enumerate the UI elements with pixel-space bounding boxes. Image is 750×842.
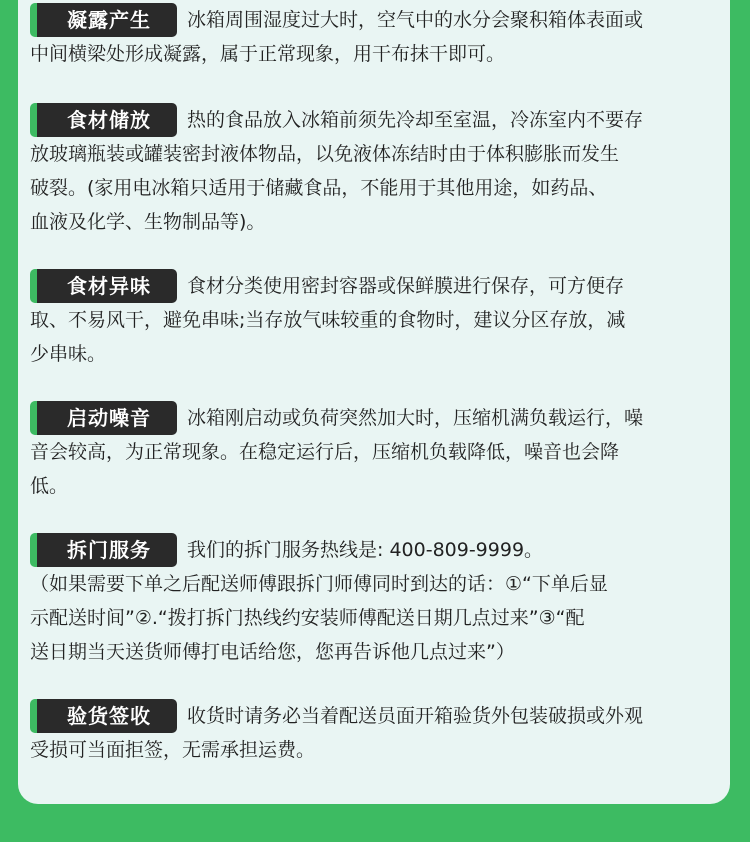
section-food-storage <box>30 103 700 239</box>
section-tag: 验货签收 <box>30 699 177 733</box>
section-line: 送日期当天送货师傅打电话给您，您再告诉他几点过来”） <box>30 641 515 663</box>
section-line: 食材分类使用密封容器或保鲜膜进行保存，可方便存 <box>187 275 625 297</box>
section-line: （如果需要下单之后配送师傅跟拆门师傅同时到达的话：①“下单后显 <box>30 573 608 595</box>
section-inspection <box>30 699 700 767</box>
section-door-removal <box>30 533 700 669</box>
section-line: 放玻璃瓶装或罐装密封液体物品，以免液体冻结时由于体积膨胀而发生 <box>30 143 620 165</box>
section-tag: 拆门服务 <box>30 533 177 567</box>
hotline-text: 我们的拆门服务热线是: 400-809-9999。 <box>187 539 544 561</box>
section-startup-noise <box>30 401 700 503</box>
section-food-odor <box>30 269 700 371</box>
section-line: 音会较高，为正常现象。在稳定运行后，压缩机负载降低，噪音也会降 <box>30 441 620 463</box>
section-line: 破裂。(家用电冰箱只适用于储藏食品，不能用于其他用途，如药品、 <box>30 177 608 199</box>
section-condensation <box>30 3 700 71</box>
section-line: 少串味。 <box>30 343 107 365</box>
section-line: 低。 <box>30 475 69 497</box>
section-tag: 食材异味 <box>30 269 177 303</box>
section-line: 热的食品放入冰箱前须先冷却至室温，冷冻室内不要存 <box>187 109 644 131</box>
section-line: 收货时请务必当着配送员面开箱验货外包装破损或外观 <box>187 705 644 727</box>
section-tag: 启动噪音 <box>30 401 177 435</box>
section-line: 中间横梁处形成凝露，属于正常现象，用干布抹干即可。 <box>30 43 506 65</box>
section-line: 血液及化学、生物制品等)。 <box>30 211 266 233</box>
section-line: 冰箱周围湿度过大时，空气中的水分会聚积箱体表面或 <box>187 9 644 31</box>
section-line: 示配送时间”②.“拨打拆门热线约安装师傅配送日期几点过来”③“配 <box>30 607 585 629</box>
section-tag: 食材储放 <box>30 103 177 137</box>
section-line: 冰箱刚启动或负荷突然加大时，压缩机满负载运行，噪 <box>187 407 644 429</box>
section-tag: 凝露产生 <box>30 3 177 37</box>
section-line: 取、不易风干，避免串味;当存放气味较重的食物时，建议分区存放，减 <box>30 309 626 331</box>
section-line: 受损可当面拒签，无需承担运费。 <box>30 739 316 761</box>
